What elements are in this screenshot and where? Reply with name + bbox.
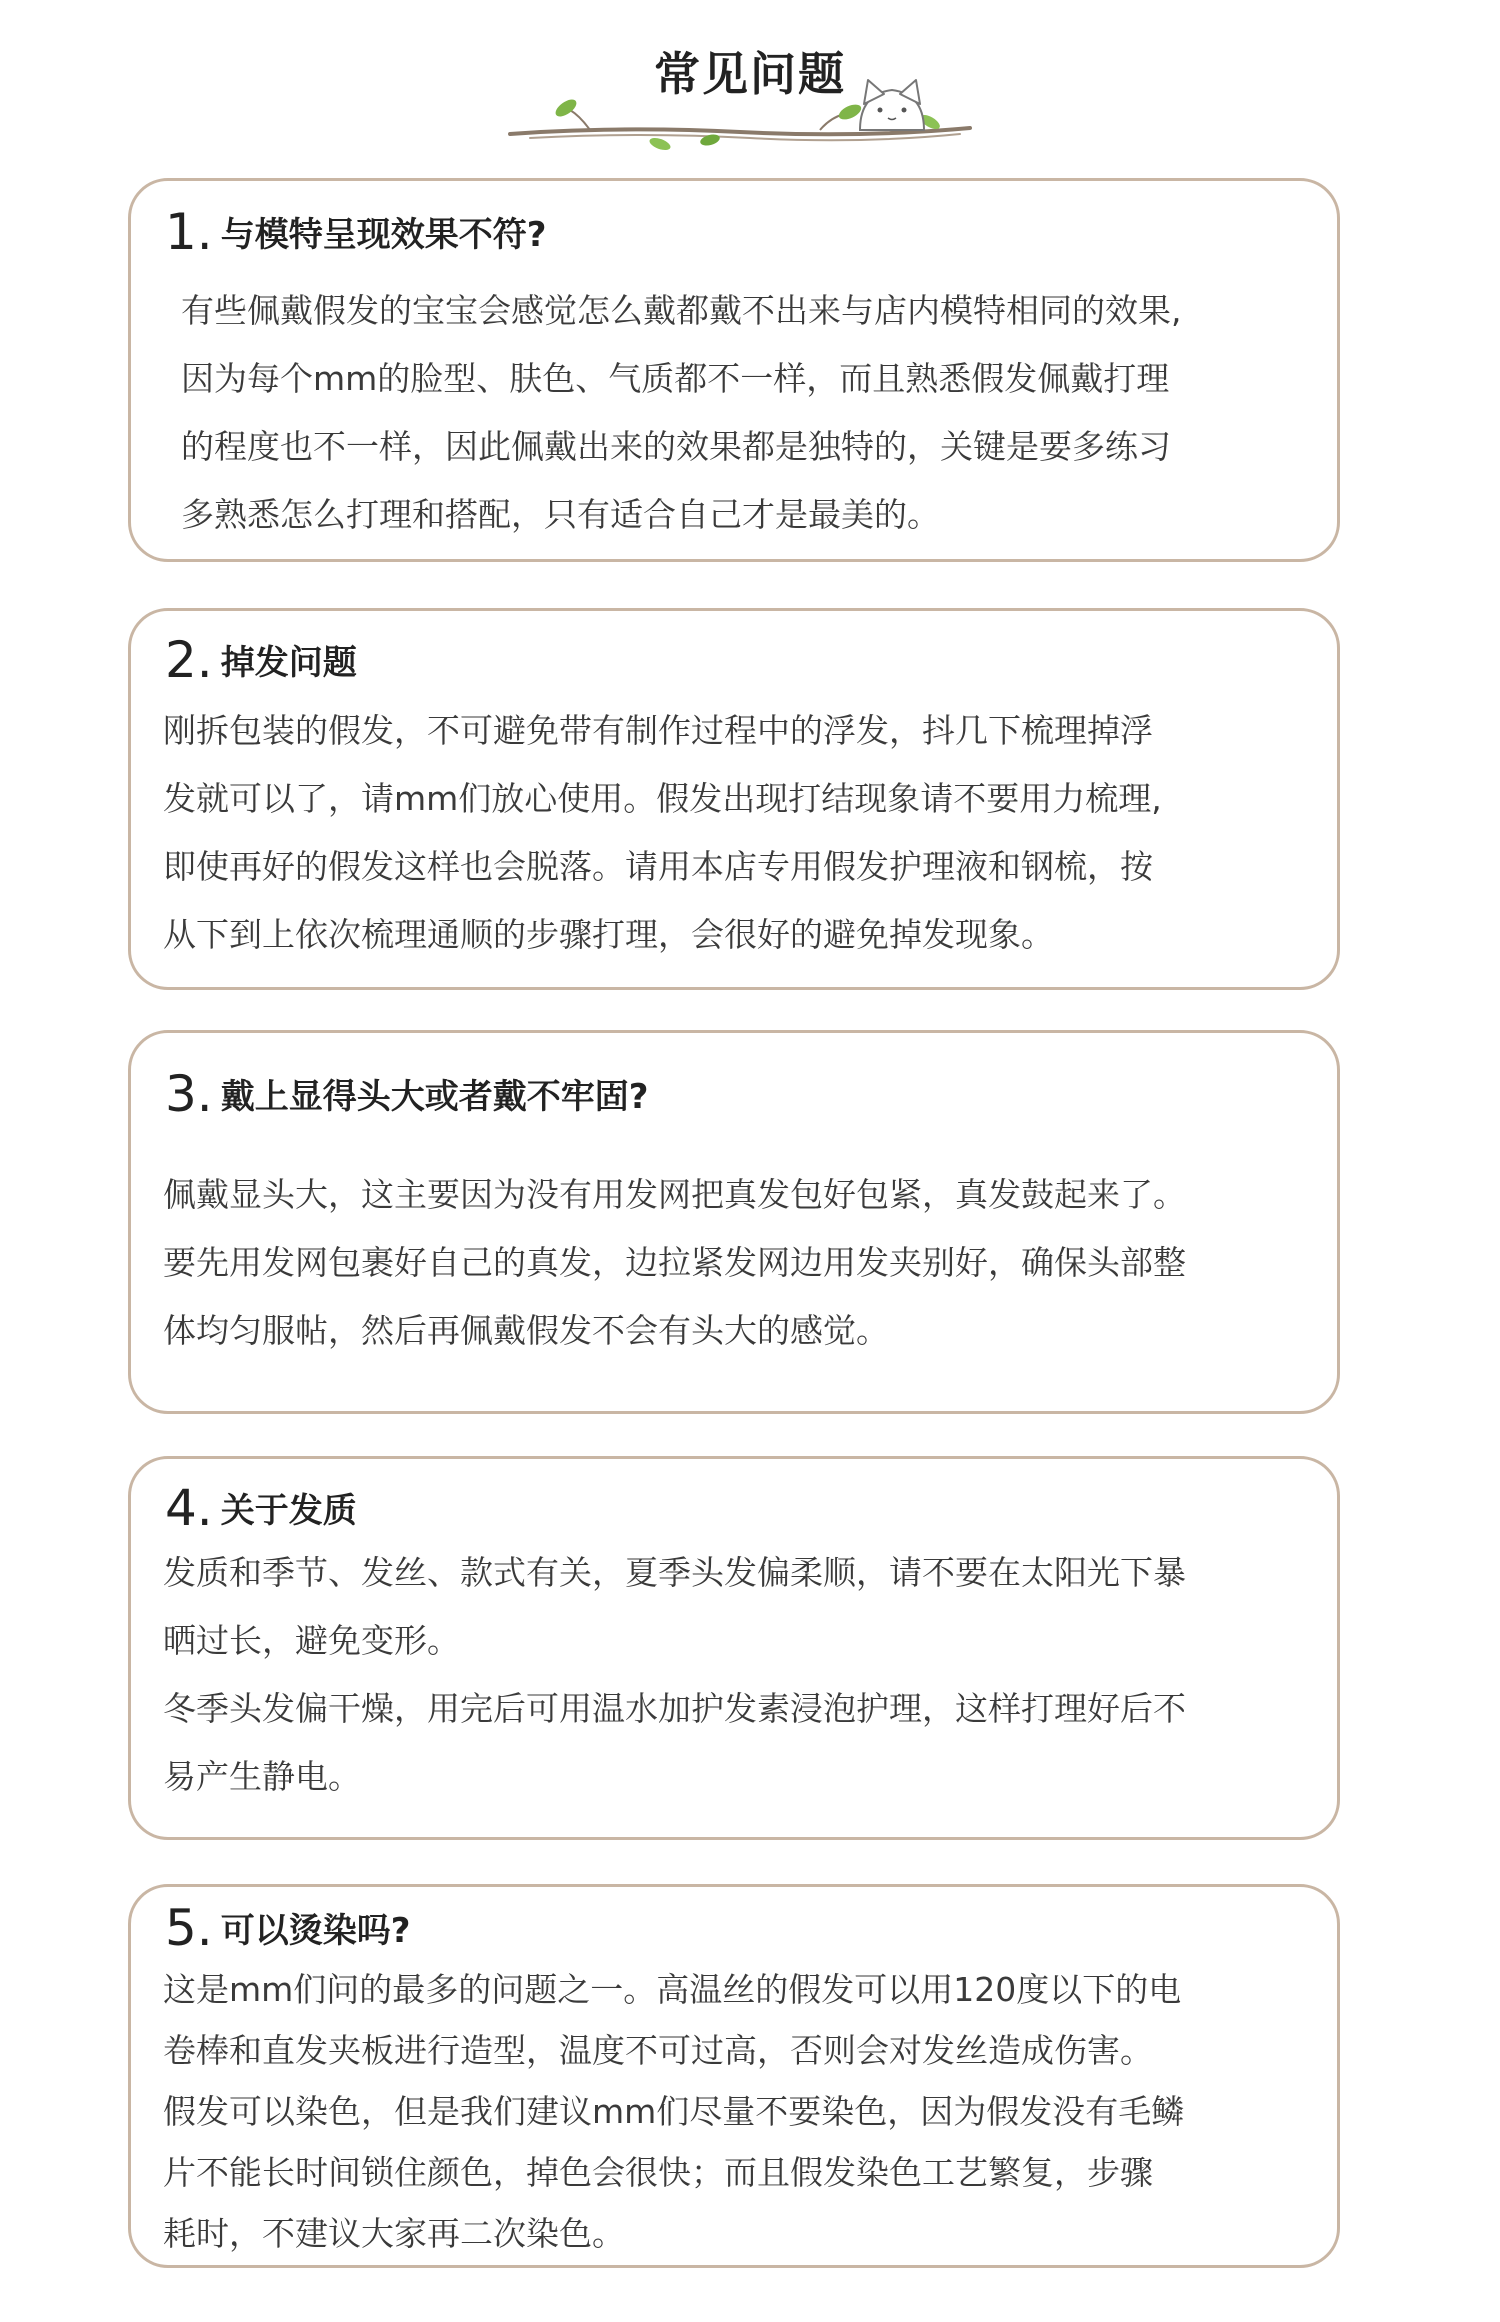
faq-card-5 [128, 1884, 1340, 2268]
faq-answer-line: 片不能长时间锁住颜色，掉色会很快；而且假发染色工艺繁复，步骤 [163, 2153, 1153, 2192]
faq-answer-line: 即使再好的假发这样也会脱落。请用本店专用假发护理液和钢梳，按 [163, 847, 1153, 886]
faq-card-2 [128, 608, 1340, 990]
faq-card-4 [128, 1456, 1340, 1840]
faq-answer-line: 有些佩戴假发的宝宝会感觉怎么戴都戴不出来与店内模特相同的效果, [181, 291, 1182, 330]
faq-question-text: 关于发质 [220, 1491, 357, 1531]
faq-answer-line: 发就可以了，请mm们放心使用。假发出现打结现象请不要用力梳理, [163, 779, 1162, 818]
page-title: 常见问题 [654, 47, 846, 101]
faq-question [165, 1899, 411, 1957]
faq-answer [163, 1161, 1323, 1365]
faq-question-text: 与模特呈现效果不符? [220, 215, 547, 255]
faq-answer-line: 发质和季节、发丝、款式有关，夏季头发偏柔顺，请不要在太阳光下暴 [163, 1553, 1186, 1592]
faq-answer-line: 多熟悉怎么打理和搭配，只有适合自己才是最美的。 [181, 495, 940, 534]
faq-answer-line: 体均匀服帖，然后再佩戴假发不会有头大的感觉。 [163, 1311, 889, 1350]
header [0, 0, 1500, 160]
faq-question [165, 203, 547, 261]
faq-question [165, 631, 357, 689]
faq-number: 2. [165, 631, 213, 689]
faq-answer-line: 易产生静电。 [163, 1757, 361, 1796]
faq-question-text: 戴上显得头大或者戴不牢固? [220, 1077, 649, 1117]
faq-answer-line: 刚拆包装的假发，不可避免带有制作过程中的浮发，抖几下梳理掉浮 [163, 711, 1153, 750]
faq-question-text: 可以烫染吗? [220, 1911, 411, 1951]
faq-question [165, 1065, 649, 1123]
faq-answer-line: 耗时，不建议大家再二次染色。 [163, 2214, 625, 2253]
faq-answer [163, 1959, 1323, 2264]
faq-number: 3. [165, 1065, 213, 1123]
faq-answer-line: 的程度也不一样，因此佩戴出来的效果都是独特的，关键是要多练习 [181, 427, 1171, 466]
faq-answer [181, 277, 1341, 549]
faq-answer-line: 冬季头发偏干燥，用完后可用温水加护发素浸泡护理，这样打理好后不 [163, 1689, 1186, 1728]
faq-number: 1. [165, 203, 213, 261]
faq-answer-line: 要先用发网包裹好自己的真发，边拉紧发网边用发夹别好，确保头部整 [163, 1243, 1186, 1282]
faq-answer-line: 从下到上依次梳理通顺的步骤打理，会很好的避免掉发现象。 [163, 915, 1054, 954]
faq-answer-line: 因为每个mm的脸型、肤色、气质都不一样，而且熟悉假发佩戴打理 [181, 359, 1170, 398]
faq-answer-line: 这是mm们问的最多的问题之一。高温丝的假发可以用120度以下的电 [163, 1970, 1182, 2009]
faq-card-1 [128, 178, 1340, 562]
branch-cat-decoration-icon [500, 72, 980, 152]
faq-card-3 [128, 1030, 1340, 1414]
faq-question [165, 1479, 357, 1537]
faq-answer-line: 假发可以染色，但是我们建议mm们尽量不要染色，因为假发没有毛鳞 [163, 2092, 1185, 2131]
faq-question-text: 掉发问题 [220, 643, 357, 683]
faq-answer-line: 佩戴显头大，这主要因为没有用发网把真发包好包紧，真发鼓起来了。 [163, 1175, 1186, 1214]
faq-number: 5. [165, 1899, 213, 1957]
faq-answer-line: 晒过长，避免变形。 [163, 1621, 460, 1660]
faq-answer [163, 697, 1323, 969]
faq-answer-line: 卷棒和直发夹板进行造型，温度不可过高，否则会对发丝造成伤害。 [163, 2031, 1153, 2070]
faq-answer [163, 1539, 1323, 1811]
faq-number: 4. [165, 1479, 213, 1537]
